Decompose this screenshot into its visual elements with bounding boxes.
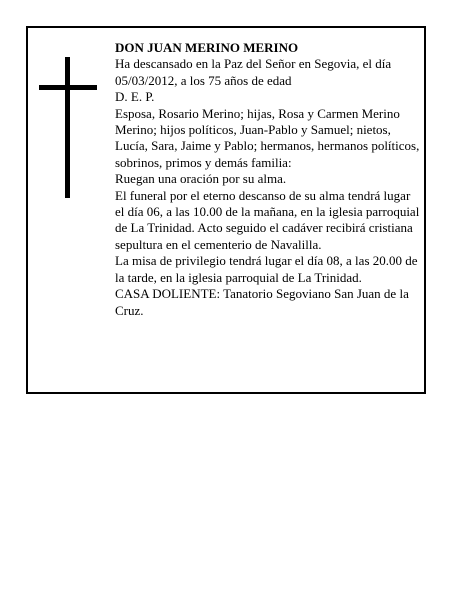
family-list: Esposa, Rosario Merino; hijas, Rosa y Carmen Merino Merino; hijos políticos, Juan-Pablo y Samuel; nietos, Lucía, Sara, Jaime y Pablo; hermanos, hermanos políticos, sobrinos, primos y demás familia:: [115, 105, 420, 170]
death-announcement: Ha descansado en la Paz del Señor en Segovia, el día 05/03/2012, a los 75 años de edad: [115, 56, 392, 88]
funeral-details: El funeral por el eterno descanso de su alma tendrá lugar el día 06, a las 10.00 de la mañana, en la iglesia parroquial de La Trinidad. Acto seguido el cadáver recibirá cristiana sepultura en el cementerio de Navalilla.: [115, 187, 420, 252]
mass-details: La misa de privilegio tendrá lugar el día 08, a las 20.00 de la tarde, en la iglesia parroquial de La Trinidad.: [115, 253, 418, 285]
cross-horizontal-bar: [39, 85, 97, 90]
cross-vertical-bar: [65, 57, 70, 198]
mourning-house: CASA DOLIENTE: Tanatorio Segoviano San Juan de la Cruz.: [115, 286, 409, 318]
obituary-notice: [26, 26, 426, 394]
prayer-request: Ruegan una oración por su alma.: [115, 171, 287, 187]
notice-text: [115, 40, 420, 319]
deceased-name: DON JUAN MERINO MERINO: [115, 40, 299, 55]
rip-line: D. E. P.: [115, 89, 155, 105]
